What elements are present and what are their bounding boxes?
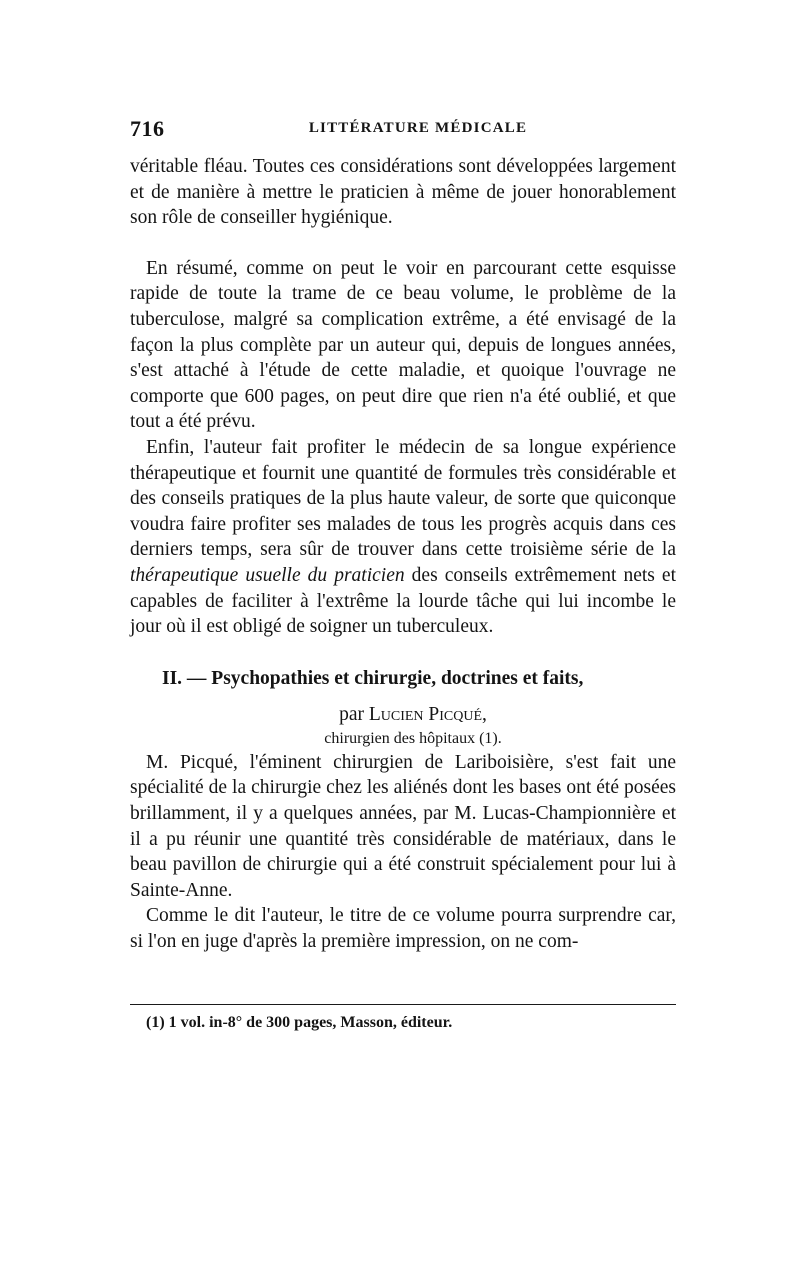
byline: [130, 702, 676, 728]
running-title: LITTÉRATURE MÉDICALE: [308, 120, 528, 136]
body-text: [130, 154, 676, 955]
paragraph-gap: [130, 231, 676, 256]
section-heading: II. — Psychopathies et chirurgie, doctrines et faits,: [162, 667, 584, 689]
author-affiliation: chirurgien des hôpitaux (1).: [324, 729, 502, 747]
paragraph-therapeutics-text-2: des conseils extrêmement nets et capables de faciliter à l'extrême la lourde tâche qui lui incombe le jour où il est obligé de soigner un tuberculeux.: [130, 564, 676, 638]
byline-author: Lucien Picqué,: [368, 704, 487, 726]
byline-prefix: par: [339, 704, 369, 726]
running-head: [130, 116, 676, 144]
paragraph-therapeutics: [130, 435, 676, 640]
paragraph-summary: En résumé, comme on peut le voir en parcourant cette esquisse rapide de toute la trame de ce beau volume, le problème de la tuberculose, malgré sa complication extrême, a été envisagé de la façon la plus complète par un auteur qui, depuis de longues années, s'est attaché à l'étude de cette maladie, et quoique l'ouvrage ne comporte que 600 pages, on peut dire que rien n'a été oublié, et que tout a été prévu.: [130, 257, 676, 433]
paragraph-continued: véritable fléau. Toutes ces considérations sont développées largement et de manière à mettre le praticien à même de jouer honorablement son rôle de conseiller hygiénique.: [130, 156, 676, 229]
book-title-italic: thérapeutique usuelle du praticien: [130, 564, 405, 586]
paragraph-picque: M. Picqué, l'éminent chirurgien de Lariboisière, s'est fait une spécialité de la chirurgie chez les aliénés dont les bases ont été posées brillamment, il y a quelques années, par M. Lucas-Championnière et il a pu réunir une quantité très considérable de matériaux, dans le beau pavillon de chirurgie qui a été construit spécialement pour lui à Sainte-Anne.: [130, 751, 676, 901]
paragraph-title-remark: Comme le dit l'auteur, le titre de ce volume pourra surprendre car, si l'on en juge d'après la première impression, on ne com-: [130, 905, 676, 953]
footnote-divider: [130, 1004, 676, 1005]
paragraph-therapeutics-text-1: Enfin, l'auteur fait profiter le médecin de sa longue expérience thérapeutique et fournit une quantité de formules très considérable et des conseils pratiques de la plus haute valeur, de sorte que quiconque voudra faire profiter ses malades de tous les progrès acquis dans ces derniers temps, sera sûr de trouver dans cette troisième série de la: [130, 436, 676, 561]
page-number: 716: [130, 116, 165, 141]
footnote: (1) 1 vol. in-8° de 300 pages, Masson, éditeur.: [146, 1014, 453, 1031]
